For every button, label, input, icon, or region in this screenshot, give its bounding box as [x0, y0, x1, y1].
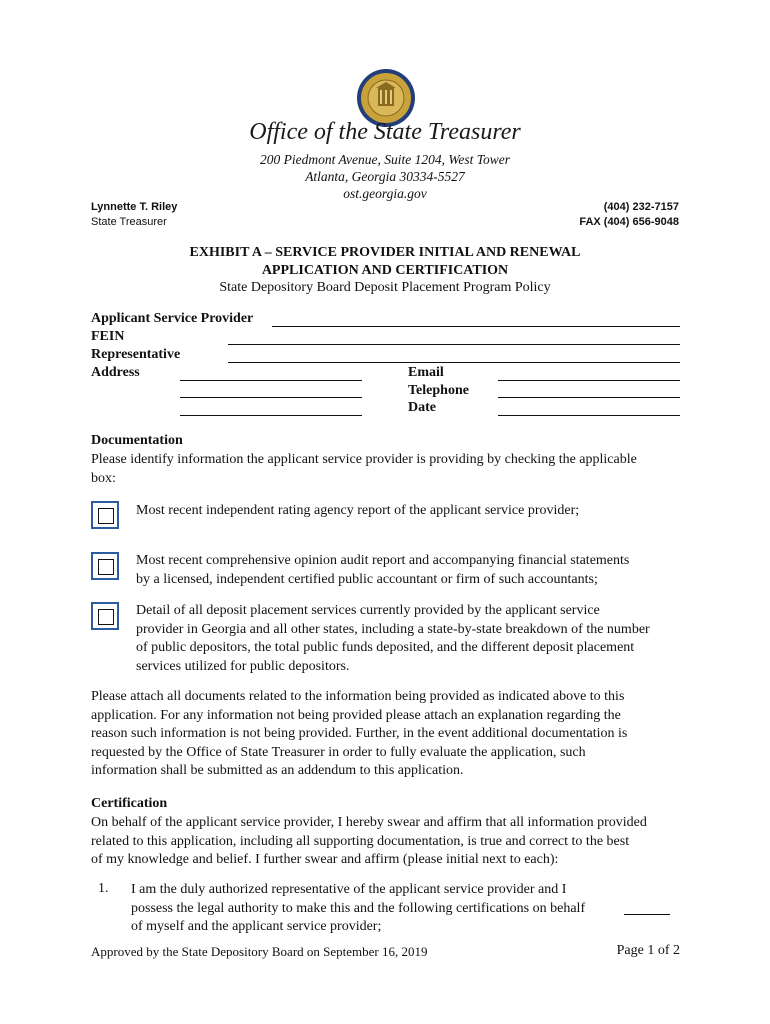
representative-label: Representative	[91, 347, 181, 362]
address-line-2: Atlanta, Georgia 30334-5527	[305, 169, 465, 184]
telephone-label: Telephone	[408, 383, 469, 398]
exhibit-title-line-1: EXHIBIT A – SERVICE PROVIDER INITIAL AND RENEWAL	[189, 245, 581, 260]
attach-instructions: Please attach all documents related to the information being provided as indicated above to this application. For any information not being provided please attach an explanation regarding the reason such information is not being provided. Further, in the event additional documentation is requested by the Office of State Treasurer in order to fully evaluate the application, such information shall be submitted as an addendum to this application.	[91, 689, 628, 778]
fax-number: FAX (404) 656-9048	[579, 216, 679, 228]
deposit-services-checkbox[interactable]	[91, 602, 119, 630]
page-number: Page 1 of 2	[616, 943, 680, 958]
treasurer-title: State Treasurer	[91, 216, 167, 228]
office-title: Office of the State Treasurer	[249, 119, 521, 145]
certification-item-number: 1.	[98, 881, 109, 896]
certification-heading: Certification	[91, 796, 168, 811]
representative-field[interactable]	[228, 362, 680, 363]
email-label: Email	[408, 365, 444, 380]
audit-report-text: Most recent comprehensive opinion audit report and accompanying financial statements by a licensed, independent certified public accountant or firm of such accountants;	[136, 553, 630, 587]
approval-note: Approved by the State Depository Board on September 16, 2019	[91, 944, 428, 959]
address-line-1: 200 Piedmont Avenue, Suite 1204, West Tower	[260, 152, 510, 167]
exhibit-title-line-2: APPLICATION AND CERTIFICATION	[261, 263, 509, 278]
phone-number: (404) 232-7157	[603, 201, 679, 213]
documentation-intro: Please identify information the applicant service provider is providing by checking the applicable box:	[91, 452, 637, 486]
rating-report-checkbox[interactable]	[91, 501, 119, 529]
rating-report-text: Most recent independent rating agency report of the applicant service provider;	[136, 503, 580, 518]
treasurer-name: Lynnette T. Riley	[91, 201, 178, 213]
telephone-field[interactable]	[498, 397, 680, 398]
applicant-field[interactable]	[272, 326, 680, 327]
fein-label: FEIN	[91, 329, 125, 344]
exhibit-subtitle: State Depository Board Deposit Placement Program Policy	[219, 280, 551, 295]
address-label: Address	[91, 365, 140, 380]
website: ost.georgia.gov	[343, 186, 427, 201]
fein-field[interactable]	[228, 344, 680, 345]
deposit-services-text: Detail of all deposit placement services currently provided by the applicant service provider in Georgia and all other states, including a state-by-state breakdown of the number of public depositors, the total public funds deposited, and the different deposit placement services utilized for public depositors.	[136, 603, 650, 674]
certification-item-1-text: I am the duly authorized representative of the applicant service provider and I possess the legal authority to make this and the following certifications on behalf of myself and the applicant service provider;	[131, 882, 586, 934]
certification-intro: On behalf of the applicant service provider, I hereby swear and affirm that all information provided related to this application, including all supporting documentation, is true and correct to the best of my knowledge and belief. I further swear and affirm (please initial next to each):	[91, 815, 647, 867]
address-field-1[interactable]	[180, 380, 362, 381]
audit-report-checkbox[interactable]	[91, 552, 119, 580]
date-field[interactable]	[498, 415, 680, 416]
applicant-label: Applicant Service Provider	[91, 311, 254, 326]
documentation-heading: Documentation	[91, 433, 183, 448]
email-field[interactable]	[498, 380, 680, 381]
address-field-2[interactable]	[180, 397, 362, 398]
date-label: Date	[408, 400, 436, 415]
initial-field-1[interactable]	[624, 914, 670, 915]
address-field-3[interactable]	[180, 415, 362, 416]
